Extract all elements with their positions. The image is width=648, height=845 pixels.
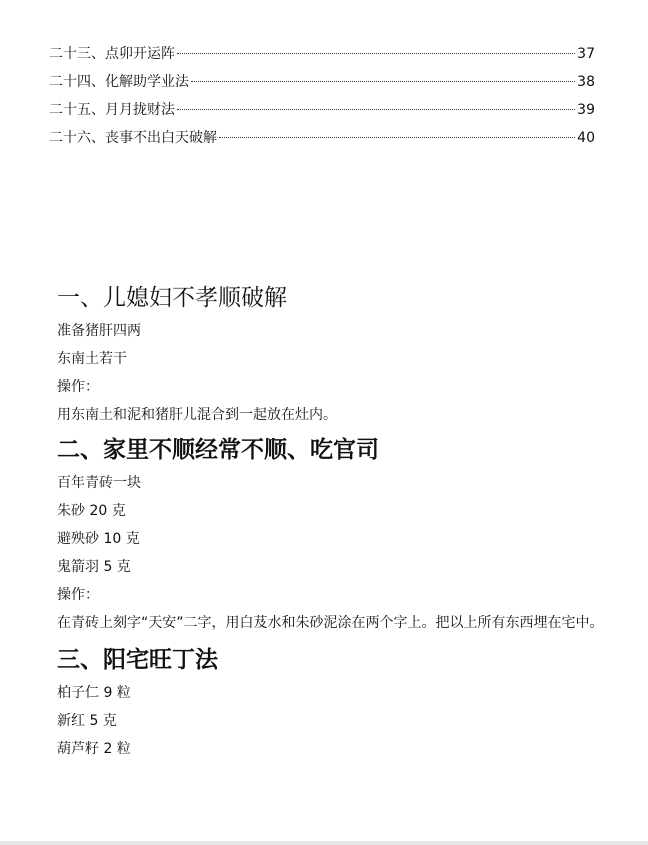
- list-item: 东南土若干: [57, 351, 127, 367]
- toc-entry-page: 38: [577, 74, 595, 90]
- toc-entry[interactable]: [49, 44, 595, 72]
- list-item: 百年青砖一块: [57, 475, 141, 491]
- section-items: [57, 317, 613, 429]
- document-body: [57, 283, 613, 763]
- toc-entry[interactable]: [49, 128, 595, 156]
- toc-entry-title: 二十五、月月拢财法: [49, 102, 175, 118]
- toc-entry-page: 40: [577, 130, 595, 146]
- toc-entry-title: 二十六、丧事不出白天破解: [49, 130, 217, 146]
- toc-dot-leader: [191, 81, 575, 82]
- section-heading: 二、家里不顺经常不顺、吃官司: [57, 437, 379, 463]
- list-item: 朱砂 20 克: [57, 503, 126, 519]
- list-item: 柏子仁 9 粒: [57, 685, 131, 701]
- toc-entry-title: 二十三、点卯开运阵: [49, 46, 175, 62]
- toc-entry-page: 37: [577, 46, 595, 62]
- toc-dot-leader: [177, 53, 575, 54]
- list-item: 操作：: [57, 587, 99, 603]
- section-heading: 三、阳宅旺丁法: [57, 647, 218, 673]
- section-heading: 一、儿媳妇不孝顺破解: [57, 285, 287, 311]
- list-item: 操作：: [57, 379, 99, 395]
- list-item: 新红 5 克: [57, 713, 117, 729]
- page-bottom-edge: [0, 841, 648, 845]
- section-items: [57, 469, 613, 637]
- toc-entry[interactable]: [49, 72, 595, 100]
- instruction-text: 在青砖上刻字“天安”二字，用白芨水和朱砂泥涂在两个字上。把以上所有东西埋在宅中。: [57, 615, 604, 631]
- list-item: 避殃砂 10 克: [57, 531, 140, 547]
- toc-entry-title: 二十四、化解助学业法: [49, 74, 189, 90]
- list-item: 葫芦籽 2 粒: [57, 741, 131, 757]
- section-items: [57, 679, 613, 763]
- toc-entry-page: 39: [577, 102, 595, 118]
- list-item: 准备猪肝四两: [57, 323, 141, 339]
- toc-dot-leader: [177, 109, 575, 110]
- list-item: 鬼箭羽 5 克: [57, 559, 131, 575]
- table-of-contents: [49, 44, 595, 156]
- toc-entry[interactable]: [49, 100, 595, 128]
- instruction-text: 用东南土和泥和猪肝儿混合到一起放在灶内。: [57, 407, 337, 423]
- toc-dot-leader: [219, 137, 575, 138]
